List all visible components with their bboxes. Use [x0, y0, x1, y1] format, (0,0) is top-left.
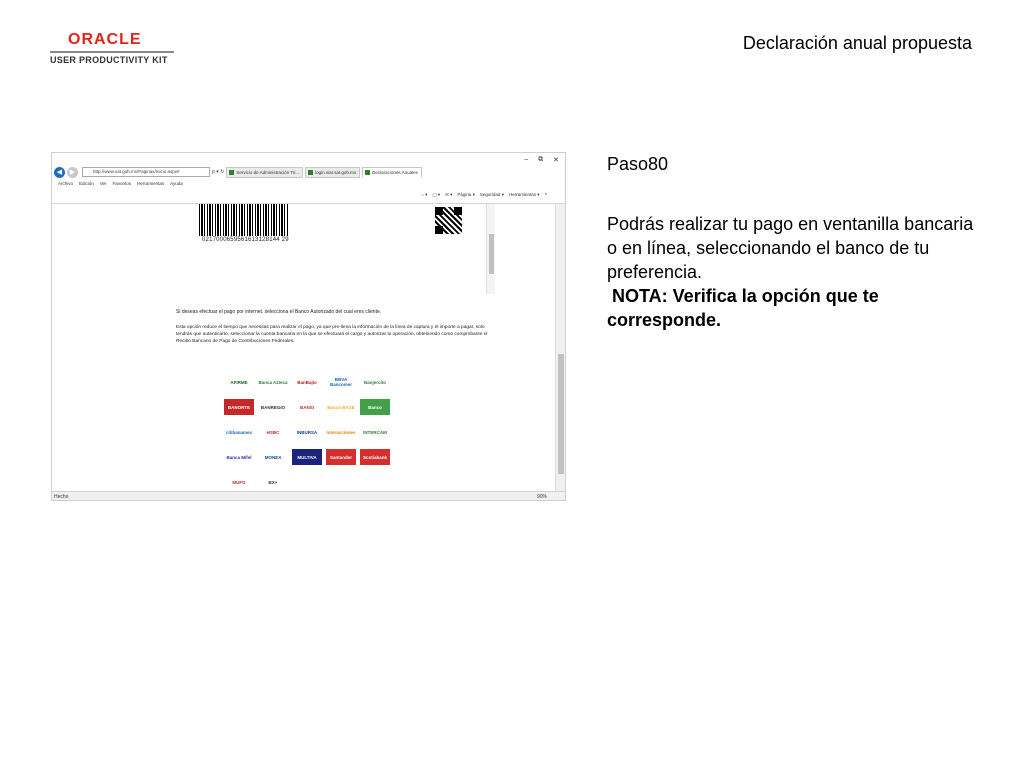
menu-ver[interactable]: Ver: [99, 181, 107, 186]
tab-favicon-icon: [365, 170, 370, 175]
menu-bar: [58, 181, 183, 186]
menu-herramientas[interactable]: Herramientas: [137, 181, 165, 186]
oracle-upk-logo: [50, 32, 174, 65]
bank-logo-grid: [224, 374, 394, 490]
zoom-level[interactable]: 90%: [536, 494, 547, 500]
minimize-button[interactable]: –: [524, 156, 529, 163]
back-arrow-icon[interactable]: ◀: [54, 167, 65, 178]
tab-label: Declaraciones Anuales: [372, 169, 418, 175]
bank-logo-monex[interactable]: MONEX: [258, 449, 288, 465]
tab-label: login.siat.sat.gob.mx: [315, 169, 357, 175]
bank-logo-banbaj-o[interactable]: BanBajío: [292, 374, 322, 390]
command-bar: [421, 192, 547, 198]
tab-favicon-icon: [229, 170, 234, 175]
tab-login-siat[interactable]: [305, 167, 360, 178]
note-label: NOTA: Verifica la opción que te corresponde.: [607, 286, 879, 330]
tab-label: Servicio de Administración Tri...: [236, 169, 300, 175]
oracle-logo-word: ORACLE: [68, 31, 142, 48]
tabs-row: [52, 165, 565, 179]
page-menu[interactable]: Página ▾: [457, 192, 475, 197]
bank-logo-interacciones[interactable]: Interacciones: [326, 424, 356, 440]
bank-logo-banjercito[interactable]: Banjercito: [360, 374, 390, 390]
feeds-icon[interactable]: ▢ ▾: [432, 192, 441, 197]
bank-logo-banco-base[interactable]: Banco BASE: [326, 399, 356, 415]
barcode-image: [199, 204, 289, 236]
security-menu[interactable]: Seguridad ▾: [479, 192, 504, 197]
bank-logo-mufg[interactable]: MUFG: [224, 474, 254, 490]
barcode-number: 0217000659561613128144 29: [202, 237, 289, 243]
bank-logo-hsbc[interactable]: HSBC: [258, 424, 288, 440]
bank-logo-banregio[interactable]: BANREGIO: [258, 399, 288, 415]
bank-logo-afirme[interactable]: AFIRME: [224, 374, 254, 390]
qr-code-image: [435, 207, 462, 234]
tab-sat[interactable]: [226, 167, 303, 178]
bank-logo-banca-mifel[interactable]: Banca Mifel: [224, 449, 254, 465]
page-scrollbar[interactable]: [555, 204, 565, 491]
address-text: http://www.sat.gob.mx/Paginas/Inicio.aspx#: [93, 169, 180, 174]
window-controls: [524, 156, 559, 164]
inner-scrollbar[interactable]: [486, 204, 495, 294]
forward-arrow-icon[interactable]: ▶: [67, 167, 78, 178]
bank-logo-banco[interactable]: Banco: [360, 399, 390, 415]
bank-logo-santander[interactable]: Santander: [326, 449, 356, 465]
address-actions-icon[interactable]: ρ ▾ ↻: [212, 169, 225, 175]
bank-logo-bbva-bancomer[interactable]: BBVA Bancomer: [326, 374, 356, 390]
payment-option-description: Esta opción reduce el tiempo que necesitas para realizar el pago, ya que pre-llena la información de la línea de captura y el importe a pagar, solo tendrás que autenticarte, seleccionar la cuenta bancaria en la que se efectuará el cargo y autorizar la operación, obteniendo como comprobante el Recibo Bancario de Pago de Contribuciones Federales.: [176, 325, 488, 344]
status-bar: [52, 491, 565, 501]
home-icon[interactable]: ⌂ ▾: [421, 192, 428, 197]
page-scroll-thumb[interactable]: [558, 354, 564, 474]
tab-declaraciones-anuales[interactable]: [362, 167, 422, 178]
slide-title: Declaración anual propuesta: [742, 33, 972, 53]
browser-window: [51, 152, 566, 501]
bank-logo-banca-azteca[interactable]: Banca Azteca: [258, 374, 288, 390]
bank-logo-intercam[interactable]: INTERCAM: [360, 424, 390, 440]
tools-menu[interactable]: Herramientas ▾: [508, 192, 540, 197]
bank-logo-banorte[interactable]: BANORTE: [224, 399, 254, 415]
help-icon[interactable]: ?: [544, 192, 547, 197]
tab-favicon-icon: [308, 170, 313, 175]
instruction-text: Podrás realizar tu pago en ventanilla bancaria o en línea, seleccionando el banco de tu preferencia.: [607, 214, 974, 282]
close-button[interactable]: ✕: [553, 157, 559, 164]
bank-logo-inbursa[interactable]: INBURSA: [292, 424, 322, 440]
step-instructions: [607, 212, 977, 332]
restore-button[interactable]: ⧉: [538, 156, 544, 163]
page-content: [52, 204, 557, 491]
bank-logo-multiva[interactable]: MULTIVA: [292, 449, 322, 465]
step-number: Paso80: [607, 154, 669, 174]
bank-logo-scotiabank[interactable]: Scotiabank: [360, 449, 390, 465]
bank-logo-citibanamex[interactable]: citibanamex: [224, 424, 254, 440]
address-bar[interactable]: [82, 167, 210, 177]
logo-rule: [50, 51, 174, 53]
menu-archivo[interactable]: Archivo: [58, 181, 74, 186]
menu-edicion[interactable]: Edición: [79, 181, 94, 186]
bank-logo-bx-[interactable]: BX+: [258, 474, 288, 490]
inner-scroll-thumb[interactable]: [489, 234, 494, 274]
menu-favoritos[interactable]: Favoritos: [112, 181, 132, 186]
mail-icon[interactable]: ✉ ▾: [445, 192, 453, 197]
bank-logo-bansi[interactable]: BANSI: [292, 399, 322, 415]
internet-payment-prompt: Si deseas efectuar el pago por internet, selecciona el Banco Autorizado del cual eres cliente.: [176, 309, 382, 315]
menu-ayuda[interactable]: Ayuda: [170, 181, 183, 186]
note-text: [607, 286, 879, 330]
logo-subtitle: USER PRODUCTIVITY KIT: [50, 55, 168, 65]
status-text: Hecho: [54, 494, 69, 500]
